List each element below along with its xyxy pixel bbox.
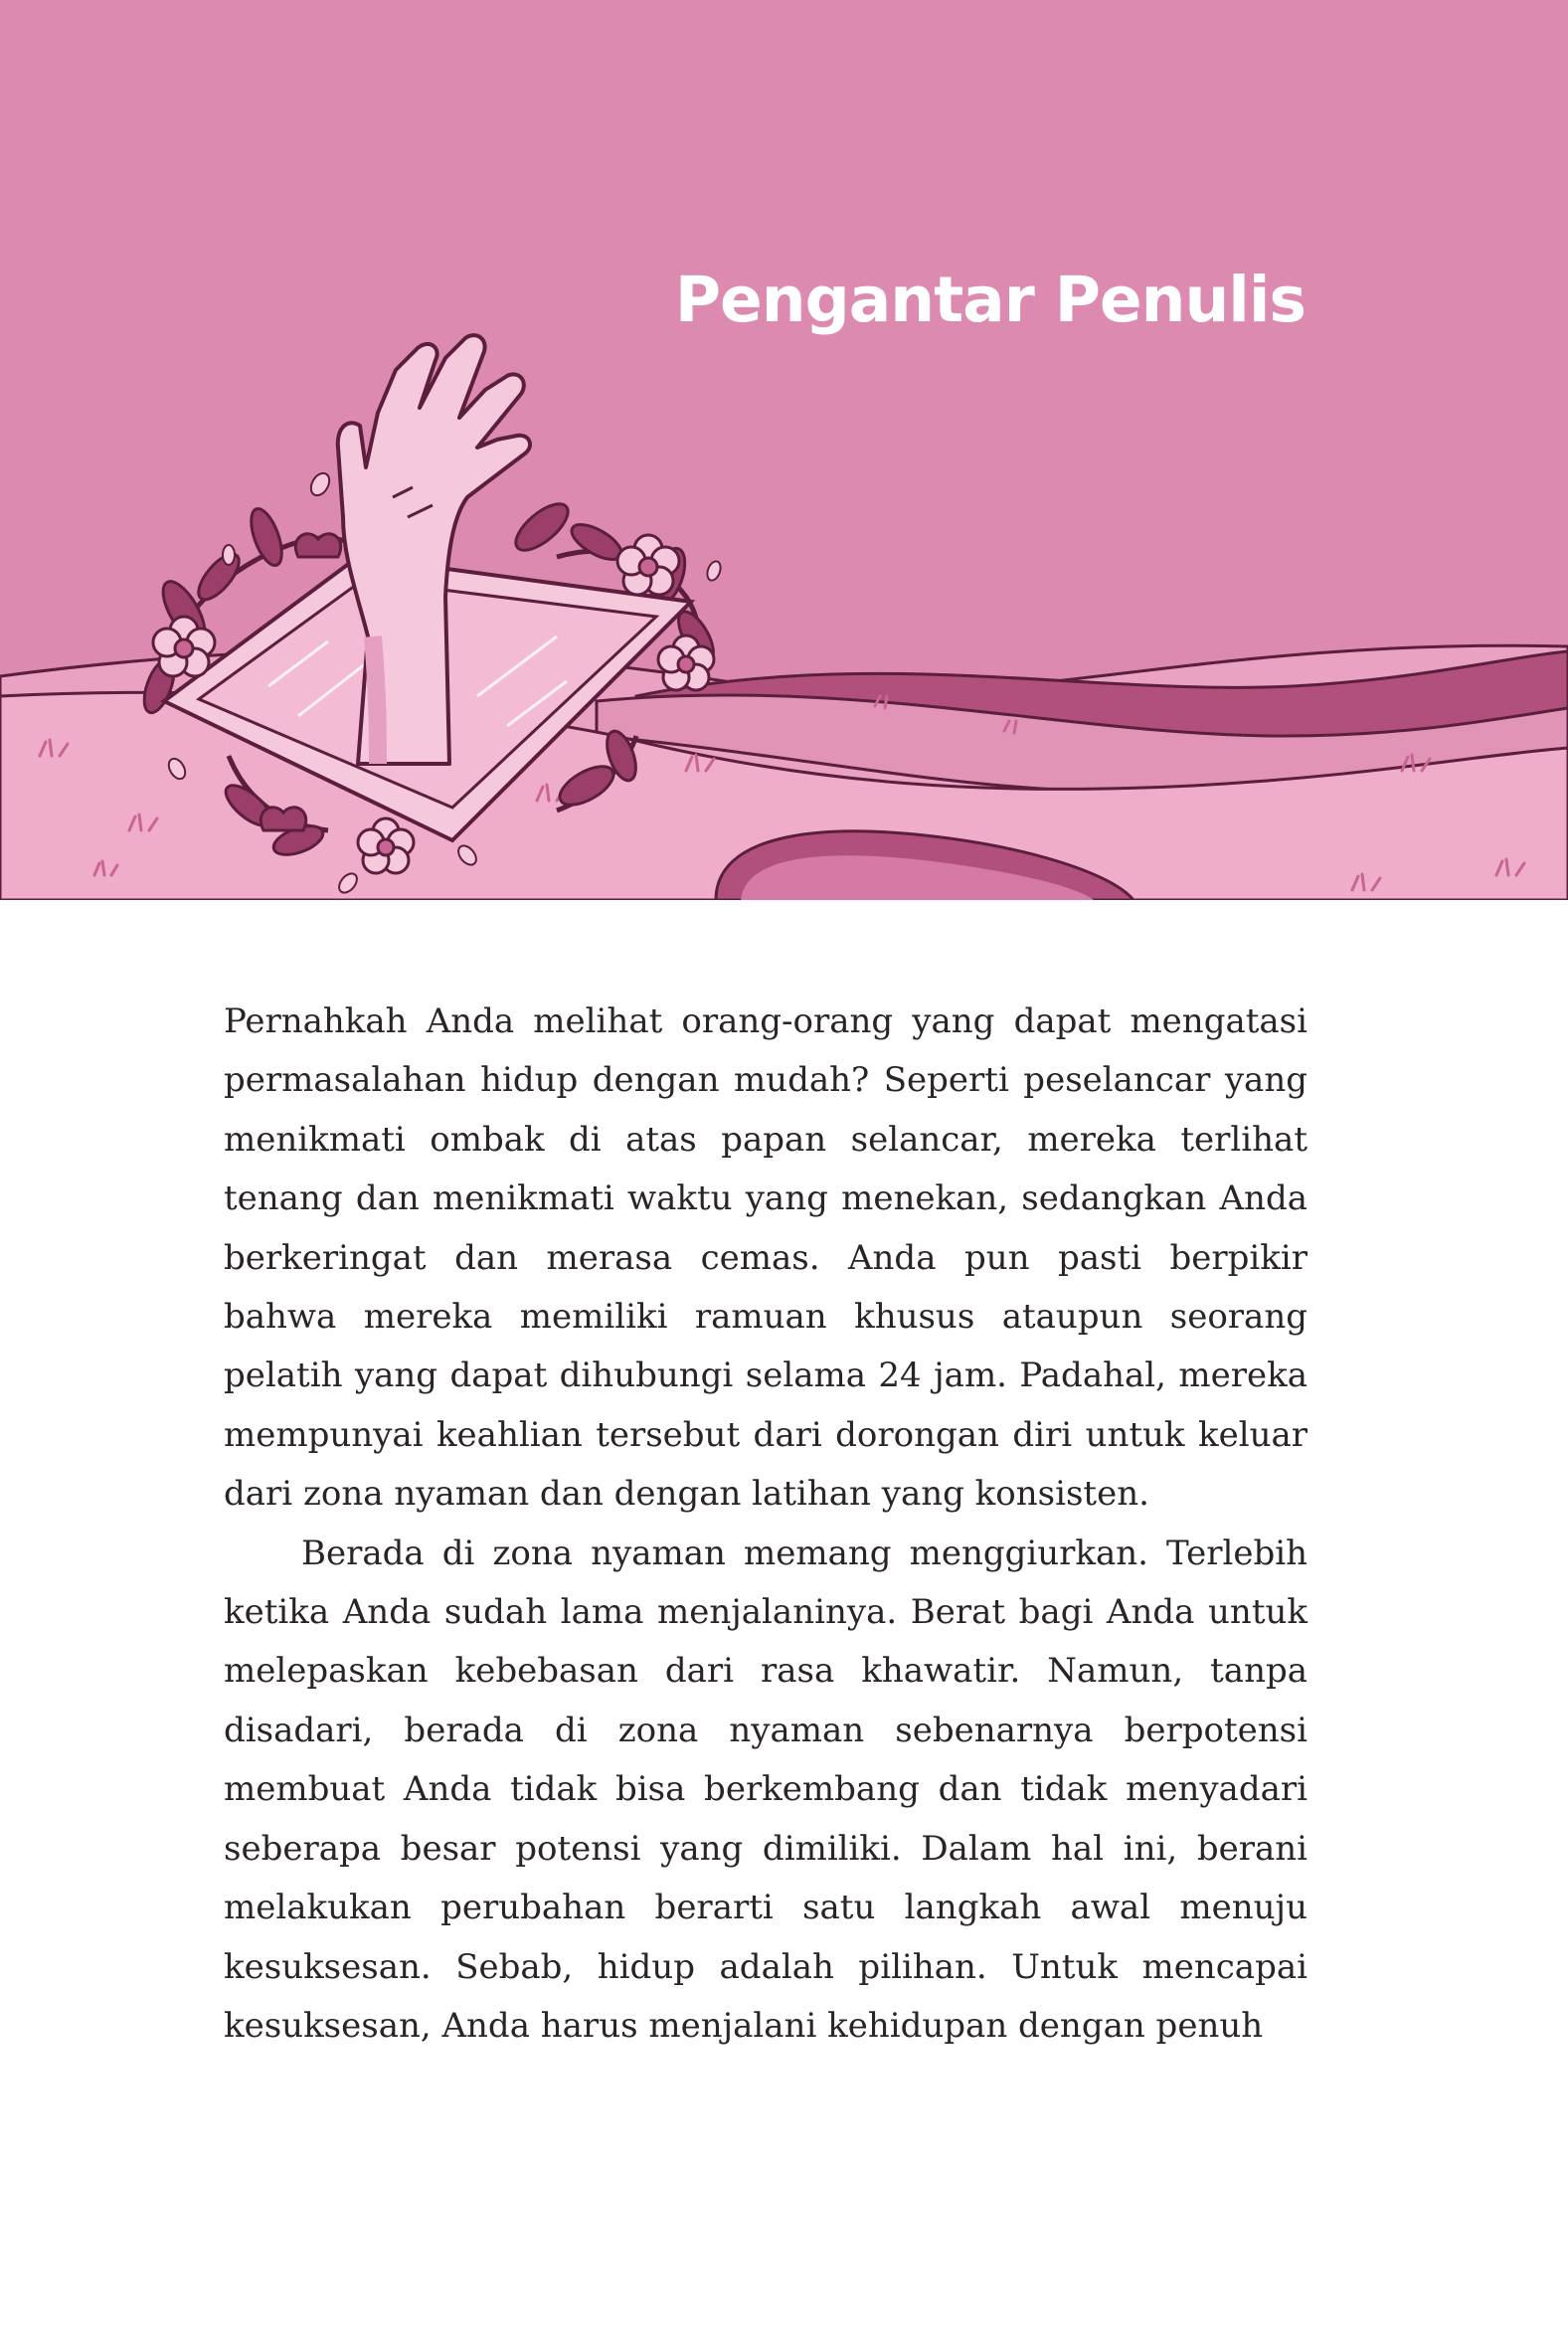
chapter-illustration (0, 0, 1568, 900)
chapter-title: Pengantar Penulis (674, 264, 1306, 336)
paragraph: Berada di zona nyaman memang menggiurkan. Terlebih ketika Anda sudah lama menjalaninya. Berat bagi Anda untuk melepaskan kebebasan dari rasa khawatir. Namun, tanpa disadari, berada di zona nyaman sebenarnya berpotensi membuat Anda tidak bisa berkembang dan tidak menyadari seberapa besar potensi yang dimiliki. Dalam hal ini, berani melakukan perubahan berarti satu langkah awal menuju kesuksesan. Sebab, hidup adalah pilihan. Untuk mencapai kesuksesan, Anda harus menjalani kehidupan dengan penuh (224, 1533, 1307, 2046)
body-text (224, 993, 1307, 2056)
chapter-header (0, 0, 1568, 900)
paragraph: Pernahkah Anda melihat orang-orang yang dapat mengatasi permasalahan hidup dengan mudah? Seperti peselancar yang menikmati ombak di atas papan selancar, mereka terlihat tenang dan menikmati waktu yang menekan, sedangkan Anda berkeringat dan merasa cemas. Anda pun pasti berpikir bahwa mereka memiliki ramuan khusus ataupun seorang pelatih yang dapat dihubungi selama 24 jam. Padahal, mereka mempunyai keahlian tersebut dari dorongan diri untuk keluar dari zona nyaman dan dengan latihan yang konsisten. (224, 1001, 1307, 1515)
